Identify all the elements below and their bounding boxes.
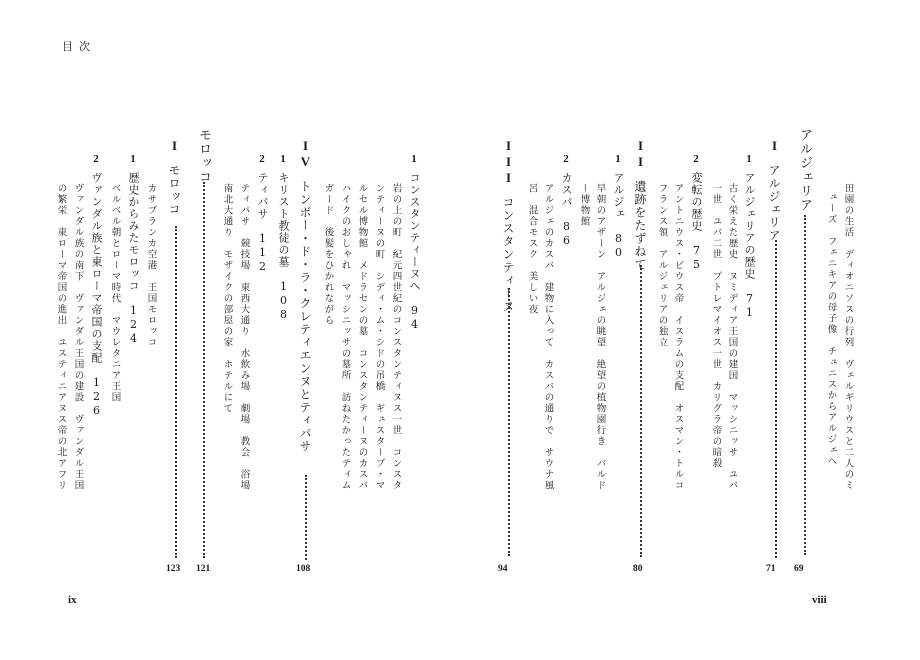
toc-chapter: 1アルジェ 80 xyxy=(612,153,625,260)
toc-line: 一世 ユバ二世 プトレマイオス一世 カリグラ帝の暗殺 xyxy=(710,183,722,469)
toc-chapter: 1キリスト教徒の墓 108 xyxy=(277,153,290,322)
toc-chapter: 2ティパサ 112 xyxy=(256,153,269,274)
toc-section-title: モロッコ xyxy=(196,128,211,184)
toc-page-ref: 69 xyxy=(794,564,804,574)
toc-chapter: 1歴史からみたモロッコ 124 xyxy=(127,153,140,346)
toc-page-ref: 80 xyxy=(633,564,643,574)
toc-page-ref: 108 xyxy=(296,564,311,574)
toc-line: 岩の上の町 紀元四世紀のコンスタンティヌス一世 コンスタ xyxy=(390,183,402,491)
toc-chapter: 2カスバ 86 xyxy=(560,153,573,248)
toc-part: Iモロッコ xyxy=(167,138,182,216)
toc-line: アントニウス・ピウス帝 イスラムの支配 オスマン・トルコ xyxy=(672,183,684,491)
toc-chapter: 2変転の歴史 75 xyxy=(690,153,703,272)
toc-line: ティパサ 競技場 東西大通り 水飲み場 劇場 教会 浴場 xyxy=(238,183,250,491)
toc-line: カサブランカ空港 王国モロッコ xyxy=(145,183,157,348)
toc-chapter: 1アルジェリアの歴史 71 xyxy=(743,153,756,320)
toc-line: ューズ フェニキアの母子像 チュニスからアルジェへ xyxy=(825,192,837,467)
page-header: 目次 xyxy=(62,40,96,53)
toc-leader xyxy=(203,182,205,558)
toc-line: ヴァンダル族の南下 ヴァンダル王国の建設 ヴァンダル王国 xyxy=(72,183,84,491)
toc-line: アルジェのカスバ 建物に入って カスバの通りで サウナ風 xyxy=(542,183,554,491)
toc-line: ベルベル朝とローマ時代 マウレタニア王国 xyxy=(109,183,121,403)
toc-line: ハイクのおしゃれ マッシニッサの墓所 訪ねたかったティム xyxy=(339,183,351,491)
toc-part: IVトンボー・ド・ラ・クレティエンヌとティパサ xyxy=(298,138,313,453)
toc-line: ガード 後髪をひかれながら xyxy=(322,183,334,326)
toc-part: Iアルジェリア xyxy=(767,138,782,242)
toc-line: ンティーヌの町 シディ・ム・シドの吊橋 ギュスターブ・マ xyxy=(373,183,385,491)
toc-page-ref: 123 xyxy=(166,564,181,574)
toc-line: の繁栄 東ローマ帝国の進出 ユスティニアヌス帝の北アフリ xyxy=(55,183,67,491)
toc-line: 田園の生活 ディオニソスの行列 ヴェルギリウスと二人のミ xyxy=(842,183,854,491)
toc-line: 早朝のアザーン アルジェの眺望 絶望の植物園行き バルド xyxy=(594,183,606,491)
toc-page-ref: 94 xyxy=(498,564,508,574)
toc-leader xyxy=(640,265,642,557)
toc-line: ルセル博物館 メドラセンの墓 コンスタンティーヌのカスバ xyxy=(356,183,368,491)
toc-leader xyxy=(508,288,510,556)
toc-page-ref: 121 xyxy=(196,564,211,574)
left-page-number: ix xyxy=(68,594,77,606)
toc-line: 呂 混合モスク 美しい夜 xyxy=(526,183,538,315)
toc-line: フランス領 アルジェリアの独立 xyxy=(656,183,668,348)
toc-leader xyxy=(305,475,307,560)
toc-part: IIIコンスタンティーヌ xyxy=(501,138,516,313)
toc-line: 南北大通り モザイクの部屋の家 ホテルにて xyxy=(221,183,233,414)
toc-chapter: 2ヴァンダル族と東ローマ帝国の支配 126 xyxy=(90,153,103,418)
toc-line: ー博物館 xyxy=(578,183,590,227)
toc-leader xyxy=(804,215,806,555)
toc-section-title: アルジェリア xyxy=(797,128,812,212)
right-page-number: viii xyxy=(812,594,827,606)
toc-chapter: 1コンスタンティーヌへ 94 xyxy=(408,153,421,332)
toc-page-ref: 71 xyxy=(766,564,776,574)
toc-part: II遺跡をたずねて xyxy=(633,138,648,271)
toc-leader xyxy=(175,226,177,558)
toc-leader xyxy=(775,240,777,558)
toc-line: 古く栄えた歴史 ヌミディア王国の建国 マッシニッサ ユバ xyxy=(726,183,738,491)
